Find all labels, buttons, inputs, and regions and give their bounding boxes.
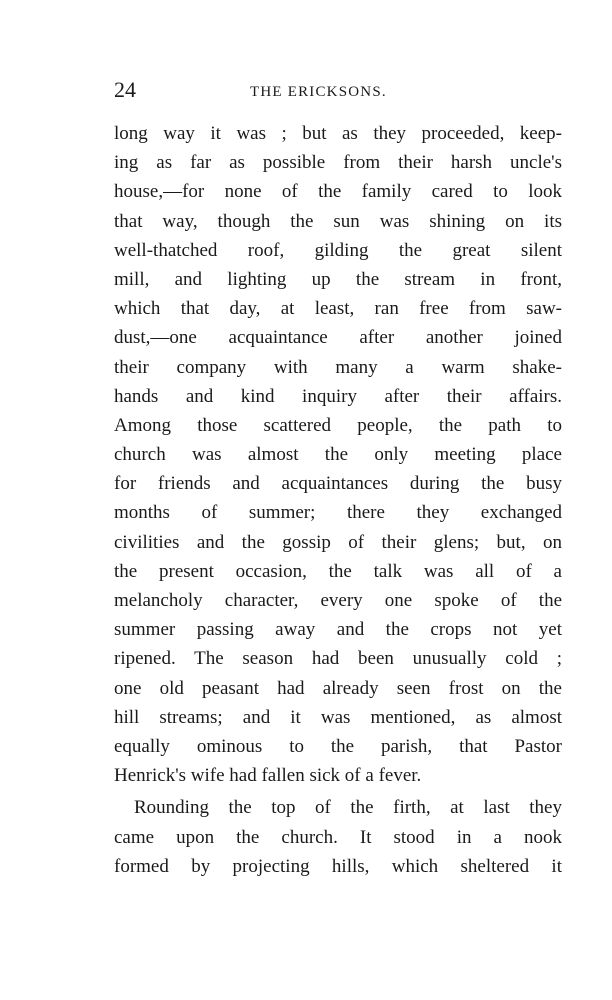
text-line: formed by projecting hills, which sheltered it <box>114 855 562 877</box>
text-line: that way, though the sun was shining on its <box>114 210 562 232</box>
text-line: mill, and lighting up the stream in front, <box>114 268 562 290</box>
page-header <box>114 76 562 104</box>
text-line: well-thatched roof, gilding the great silent <box>114 239 562 261</box>
text-line: Among those scattered people, the path to <box>114 414 562 436</box>
text-line: the present occasion, the talk was all of a <box>114 560 562 582</box>
text-line: which that day, at least, ran free from saw- <box>114 298 562 320</box>
text-line: Henrick's wife had fallen sick of a fever. <box>114 765 422 787</box>
text-line: hill streams; and it was mentioned, as almost <box>114 706 562 728</box>
text-line: for friends and acquaintances during the busy <box>114 473 562 495</box>
text-line: melancholy character, every one spoke of the <box>114 590 562 611</box>
paragraph-1 <box>114 119 562 790</box>
text-line: dust,—one acquaintance after another joined <box>114 327 562 349</box>
text-line: their company with many a warm shake- <box>114 356 562 378</box>
text-line: church was almost the only meeting place <box>114 444 562 466</box>
text-line: months of summer; there they exchanged <box>114 502 562 524</box>
text-line: ing as far as possible from their harsh uncle's <box>114 152 562 174</box>
text-line: equally ominous to the parish, that Pastor <box>114 735 562 757</box>
text-line: long way it was ; but as they proceeded, keep- <box>114 123 562 144</box>
text-line: ripened. The season had been unusually cold ; <box>114 648 562 670</box>
running-title: THE ERICKSONS. <box>250 84 387 100</box>
text-line: hands and kind inquiry after their affairs. <box>114 385 562 407</box>
paragraph-2 <box>114 793 562 881</box>
text-line: civilities and the gossip of their glens; but, on <box>114 531 562 553</box>
body-text <box>114 119 562 881</box>
text-line: Rounding the top of the firth, at last they <box>134 797 562 819</box>
text-line: house,—for none of the family cared to look <box>114 181 562 203</box>
text-line: one old peasant had already seen frost on the <box>114 677 562 699</box>
text-line: summer passing away and the crops not yet <box>114 619 562 641</box>
page-number: 24 <box>114 77 136 102</box>
text-line: came upon the church. It stood in a nook <box>114 826 562 848</box>
